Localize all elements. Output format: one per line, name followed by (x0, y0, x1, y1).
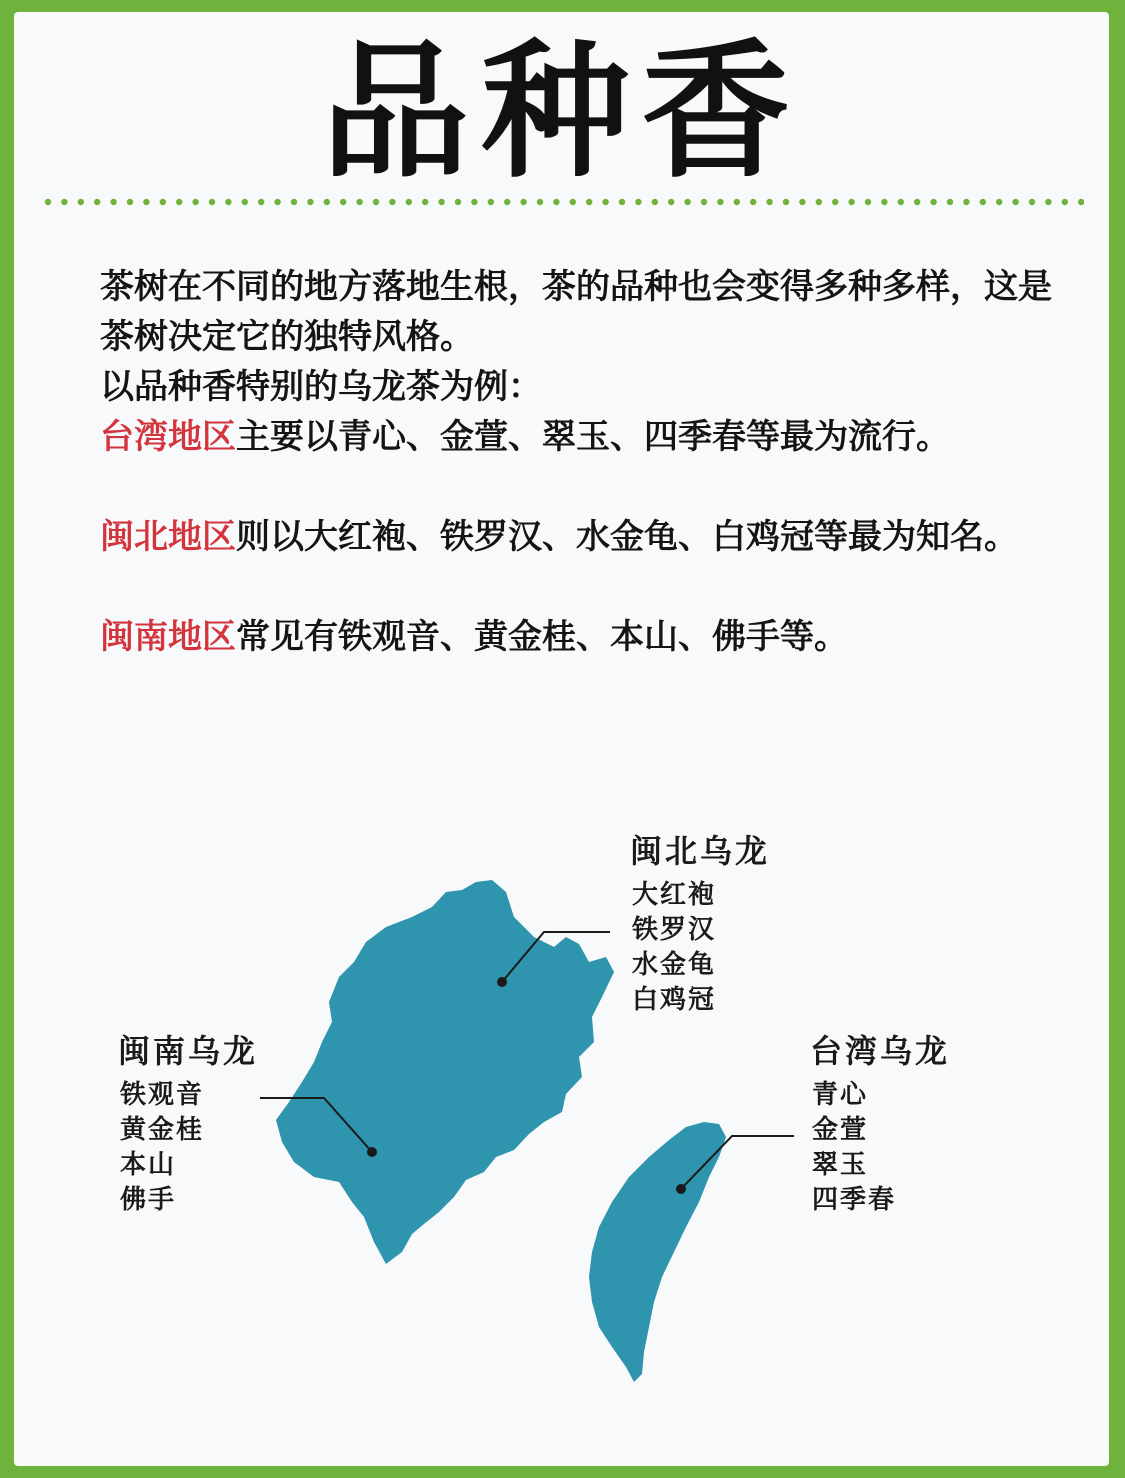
taiwan-shape (589, 1122, 726, 1382)
intro-paragraph: 茶树在不同的地方落地生根，茶的品种也会变得多种多样，这是茶树决定它的独特风格。 (100, 267, 1052, 357)
minnan-variety: 佛手 (120, 1185, 177, 1215)
taiwan-variety: 翠玉 (812, 1150, 869, 1180)
minbei-variety: 水金龟 (632, 950, 717, 980)
minbei-variety: 白鸡冠 (632, 985, 717, 1015)
minnan-variety: 本山 (120, 1150, 177, 1180)
region-map (14, 12, 1109, 1466)
minnan-variety: 黄金桂 (120, 1115, 205, 1145)
minbei-variety: 大红袍 (632, 880, 717, 910)
minnan-pointer-dot (367, 1147, 377, 1157)
minnan-variety-list (120, 1078, 204, 1218)
taiwan-region-text: 主要以青心、金萱、翠玉、四季春等最为流行。 (236, 417, 950, 457)
minbei-label-title: 闽北乌龙 (630, 832, 771, 870)
page-title: 品种香 (321, 26, 802, 198)
minbei-pointer-dot (497, 977, 507, 987)
minbei-variety: 铁罗汉 (632, 915, 717, 945)
minbei-variety-list (632, 878, 716, 1018)
minnan-variety: 铁观音 (120, 1080, 205, 1110)
taiwan-region-label: 台湾地区 (100, 417, 236, 457)
taiwan-variety: 四季春 (812, 1185, 897, 1215)
taiwan-label-title: 台湾乌龙 (810, 1032, 951, 1070)
example-intro: 以品种香特别的乌龙茶为例： (100, 367, 542, 407)
minnan-region-text: 常见有铁观音、黄金桂、本山、佛手等。 (236, 617, 848, 657)
minnan-label-title: 闽南乌龙 (118, 1032, 259, 1070)
minbei-region-text: 则以大红袍、铁罗汉、水金龟、白鸡冠等最为知名。 (236, 517, 1018, 557)
minbei-region-label: 闽北地区 (100, 517, 236, 557)
minnan-region-label: 闽南地区 (100, 617, 236, 657)
taiwan-pointer-dot (676, 1184, 686, 1194)
infographic-card (14, 12, 1109, 1466)
taiwan-variety: 青心 (812, 1080, 869, 1110)
taiwan-variety: 金萱 (812, 1115, 869, 1145)
taiwan-variety-list (812, 1078, 896, 1218)
fujian-shape (276, 880, 614, 1264)
